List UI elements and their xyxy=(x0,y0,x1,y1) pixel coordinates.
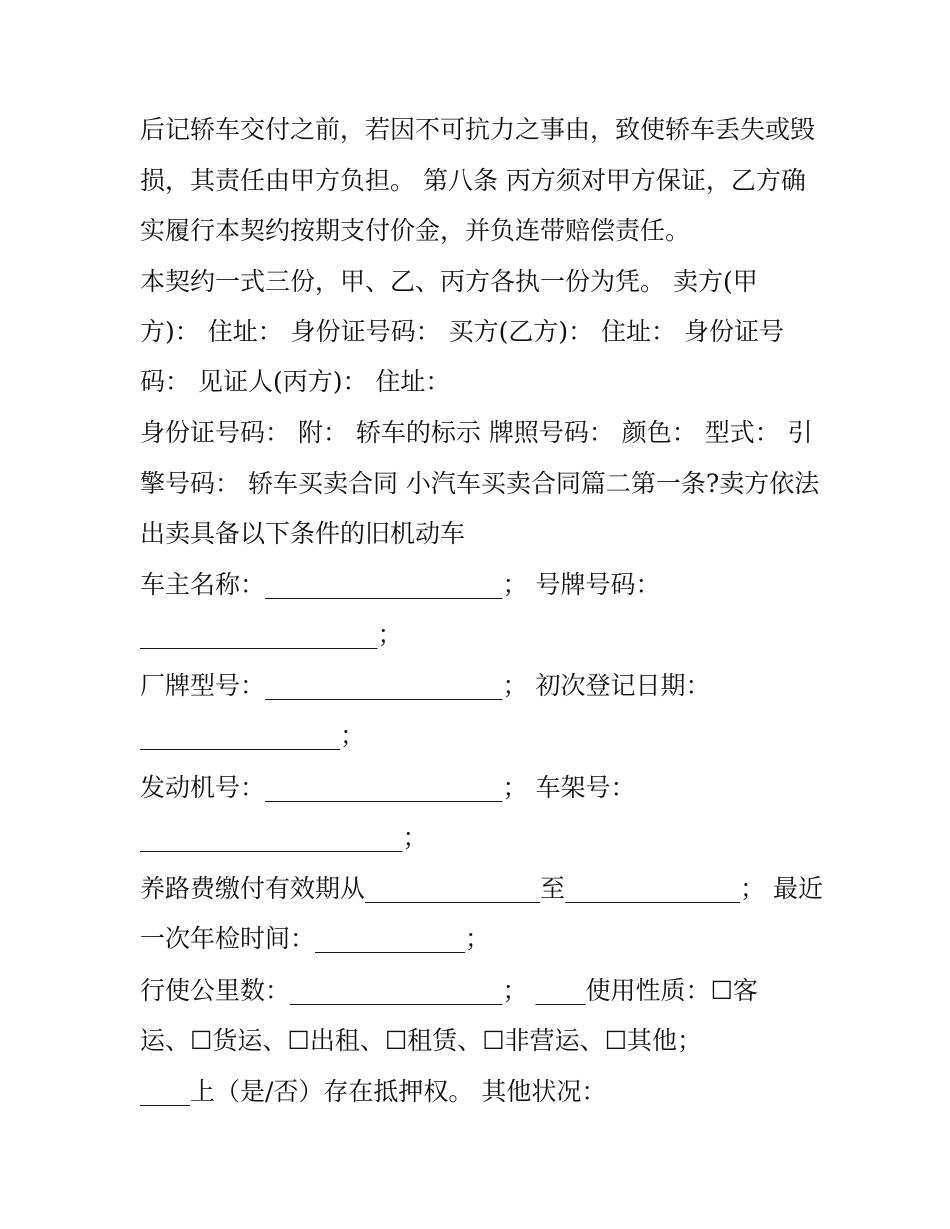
form-field-line: 发动机号：___________________； 车架号： xyxy=(140,773,636,802)
text-line: 本契约一式三份，甲、乙、丙方各执一份为凭。 卖方(甲 xyxy=(140,267,758,296)
form-checkbox-line: 运、☐货运、☐出租、☐租赁、☐非营运、☐其他； xyxy=(140,1026,703,1055)
form-field-line: ____上（是/否）存在抵押权。 其他状况： xyxy=(140,1077,607,1106)
form-field-line: 厂牌型号：___________________； 初次登记日期： xyxy=(140,671,711,700)
text-line: 擎号码： 轿车买卖合同 小汽车买卖合同篇二第一条?卖方依法 xyxy=(140,469,820,498)
text-line: 方)： 住址： 身份证号码： 买方(乙方)： 住址： 身份证号 xyxy=(140,317,784,346)
text-line: 码： 见证人(丙方)： 住址： xyxy=(140,367,451,396)
text-line: 身份证号码： 附： 轿车的标示 牌照号码： 颜色： 型式： 引 xyxy=(140,418,813,447)
text-line: 后记轿车交付之前，若因不可抗力之事由，致使轿车丢失或毁 xyxy=(140,115,816,144)
text-line: 损，其责任由甲方负担。 第八条 丙方须对甲方保证，乙方确 xyxy=(140,166,806,195)
form-field-line: 车主名称：___________________； 号牌号码： xyxy=(140,570,661,599)
form-field-line: ________________； xyxy=(140,721,366,750)
text-line: 实履行本契约按期支付价金，并负连带赔偿责任。 xyxy=(140,216,691,245)
form-field-line: 一次年检时间：____________； xyxy=(140,924,491,953)
form-field-line: 养路费缴付有效期从______________至______________； 最近 xyxy=(140,874,823,903)
text-line: 出卖具备以下条件的旧机动车 xyxy=(140,519,466,548)
form-field-line: 行使公里数：_________________； ____使用性质：☐客 xyxy=(140,976,758,1005)
form-field-line: ___________________； xyxy=(140,620,403,649)
form-field-line: _____________________； xyxy=(140,823,428,852)
